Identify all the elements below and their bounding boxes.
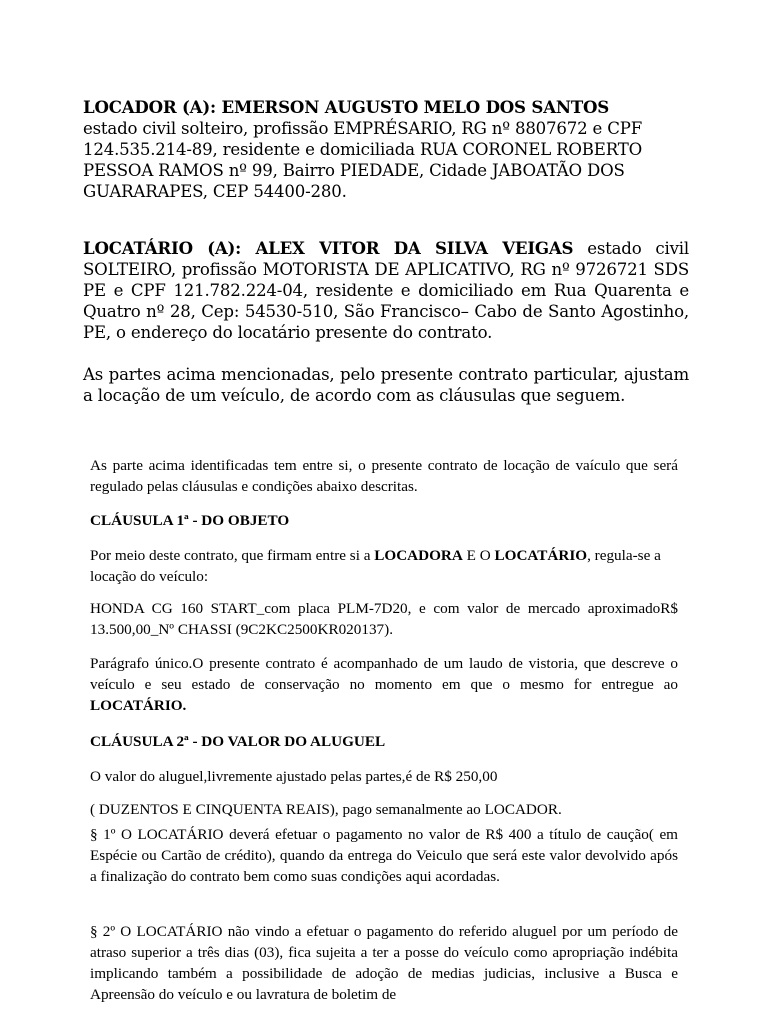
paragrafo-2: § 2º O LOCATÁRIO não vindo a efetuar o pagamento do referido aluguel por um período de atraso superior a três dias (03), fica sujeita a ter a posse do veículo como apropriação indébita implicando também a possibilidade de adoção de medias judicias, inclusive a Busca e Apreensão do veículo e ou lavratura de boletim de [90, 923, 678, 1003]
intro-paragraph: As parte acima identificadas tem entre si, o presente contrato de locação de vaículo que será regulado pelas cláusulas e condições abaixo descritas. [90, 457, 678, 495]
objeto-paragraph [90, 545, 678, 587]
locatario-paragraph [83, 238, 689, 343]
paragrafo-unico-locatario: LOCATÁRIO. [90, 697, 187, 714]
objeto-locadora: LOCADORA [374, 547, 463, 564]
locatario-details: estado civil SOLTEIRO, profissão MOTORISTA DE APLICATIVO, RG nº 9726721 SDS PE e CPF 121.782.224-04, residente e domiciliado em Rua Quarenta e Quatro nº 28, Cep: 54530-510, São Francisco– Cabo de Santo Agostinho, PE, o endereço do locatário presente do contrato. [83, 239, 689, 342]
objeto-text-mid: E O [462, 547, 495, 564]
objeto-locatario: LOCATÁRIO [494, 547, 588, 564]
locador-details: estado civil solteiro, profissão EMPRÉSARIO, RG nº 8807672 e CPF 124.535.214-89, residente e domiciliada RUA CORONEL ROBERTO PESSOA RAMOS nº 99, Bairro PIEDADE, Cidade JABOATÃO DOS GUARARAPES, CEP 54400-280. [83, 119, 643, 201]
paragrafo-1: § 1º O LOCATÁRIO deverá efetuar o pagamento no valor de R$ 400 a título de caução( em Espécie ou Cartão de crédito), quando da entrega do Veiculo que será este valor devolvido após a finalização do contrato bem como suas condições aqui acordadas. [90, 826, 678, 885]
valor-extenso-line: ( DUZENTOS E CINQUENTA REAIS), pago semanalmente ao LOCADOR. [90, 801, 562, 818]
veiculo-paragraph: HONDA CG 160 START_com placa PLM-7D20, e com valor de mercado aproximadoR$ 13.500,00_Nº CHASSI (9C2KC2500KR020137). [90, 600, 678, 638]
locador-label: LOCADOR (A): EMERSON AUGUSTO MELO DOS SANTOS [83, 97, 610, 117]
clausula2-title: CLÁUSULA 2ª - DO VALOR DO ALUGUEL [90, 733, 386, 750]
locatario-label: LOCATÁRIO (A): ALEX VITOR DA SILVA VEIGAS [83, 238, 574, 258]
paragrafo-unico [90, 653, 678, 716]
objeto-text-post: , regula-se a locação do veículo: [90, 547, 661, 585]
objeto-text-pre: Por meio deste contrato, que firmam entre si a [90, 547, 375, 564]
locador-paragraph [83, 97, 689, 202]
partes-paragraph: As partes acima mencionadas, pelo presente contrato particular, ajustam a locação de um veículo, de acordo com as cláusulas que seguem. [83, 365, 689, 405]
valor-aluguel-line: O valor do aluguel,livremente ajustado pelas partes,é de R$ 250,00 [90, 768, 498, 785]
paragrafo-unico-text: Parágrafo único.O presente contrato é acompanhado de um laudo de vistoria, que descreve o veículo e seu estado de conservação no momento em que o mesmo for entregue ao [90, 655, 678, 693]
clausula1-title: CLÁUSULA 1ª - DO OBJETO [90, 512, 290, 529]
